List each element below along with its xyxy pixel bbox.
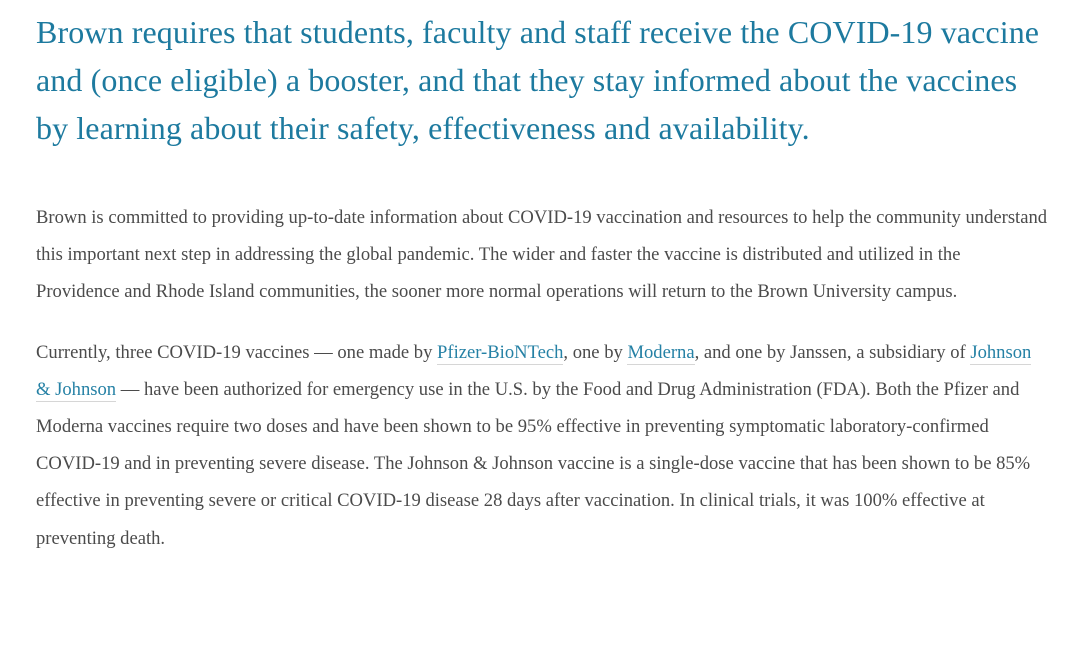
text-segment: — have been authorized for emergency use in the U.S. by the Food and Drug Administration (FDA). Both the Pfizer and Moderna vaccines require two doses and have been shown to be 95% effective in preventing symptomatic laboratory-confirmed COVID-19 and in preventing severe disease. The Johnson & Johnson vaccine is a single-dose vaccine that has been shown to be 85% effective in preventing severe or critical COVID-19 disease 28 days after vaccination. In clinical trials, it was 100% effective at preventing death.: [36, 378, 1031, 549]
paragraph-authorized-vaccines: [36, 334, 1048, 557]
paragraph-vaccination-commitment: Brown is committed to providing up-to-date information about COVID-19 vaccination and resources to help the community understand this important next step in addressing the global pandemic. The wider and faster the vaccine is distributed and utilized in the Providence and Rhode Island communities, the sooner more normal operations will return to the Brown University campus.: [36, 207, 1048, 303]
text-segment: , one by: [563, 341, 628, 363]
text-segment: , and one by Janssen, a subsidiary of: [694, 341, 971, 363]
intro-lede-heading: Brown requires that students, faculty and staff receive the COVID-19 vaccine and (once eligible) a booster, and that they stay informed about the vaccines by learning about their safety, effectiveness and availability.: [36, 14, 1040, 146]
pfizer-biontech-link[interactable]: Pfizer-BioNTech: [437, 341, 564, 363]
moderna-link[interactable]: Moderna: [627, 341, 695, 363]
text-segment: Currently, three COVID-19 vaccines — one made by: [36, 341, 438, 363]
johnson-johnson-link[interactable]: Johnson & Johnson: [36, 341, 1032, 400]
